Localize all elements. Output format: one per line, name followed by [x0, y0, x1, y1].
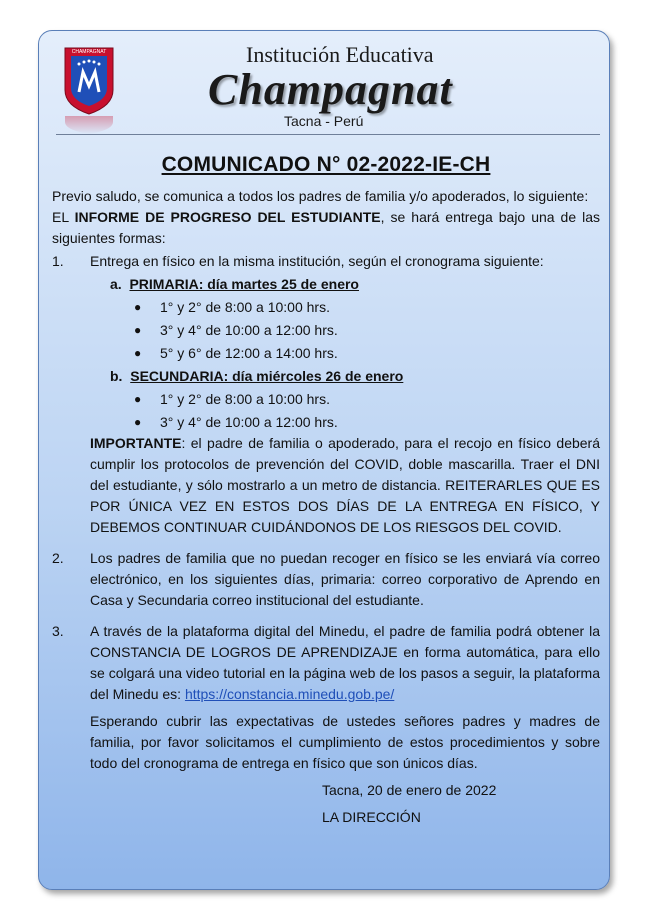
item-text: Entrega en físico en la misma institución, según el cronograma siguiente:: [90, 253, 544, 269]
bullet-icon: ●: [134, 415, 142, 429]
important-text: : el padre de familia o apoderado, para el recojo en físico deberá cumplir los protocolos de prevención del COVID, doble mascarilla. Traer el DNI del estudiante, y sólo mostrarlo a un metro de distancia. REITERARLES QUE ES POR ÚNICA VEZ EN ESTOS DOS DÍAS DE LA ENTREGA EN FÍSICO, Y DEBEMOS CONTINUAR CUIDÁNDONOS DE LOS RIESGOS DEL COVID.: [90, 435, 600, 535]
primaria-heading: [110, 274, 600, 295]
list-item: [134, 297, 600, 318]
list-item: [134, 412, 600, 433]
minedu-link[interactable]: https://constancia.minedu.gob.pe/: [184, 686, 395, 702]
institution-location: Tacna - Perú: [284, 113, 364, 129]
item-text: [90, 621, 600, 705]
header-divider: [56, 134, 600, 135]
section-label: SECUNDARIA: día miércoles 26 de enero: [130, 368, 404, 384]
informe-prefix: EL: [52, 209, 75, 225]
section-label: PRIMARIA: día martes 25 de enero: [129, 276, 359, 292]
document-body: [52, 150, 600, 828]
bullet-icon: ●: [134, 323, 142, 337]
bullet-icon: ●: [134, 392, 142, 406]
intro-paragraph: Previo saludo, se comunica a todos los padres de familia y/o apoderados, lo siguiente:: [52, 188, 589, 204]
bullet-icon: ●: [134, 300, 142, 314]
schedule-time: 3° y 4° de 10:00 a 12:00 hrs.: [160, 414, 338, 430]
list-item: [52, 251, 600, 538]
logo-lettering: CHAMPAGNAT: [71, 49, 107, 55]
schedule-time: 1° y 2° de 8:00 a 10:00 hrs.: [160, 391, 330, 407]
schedule-time: 3° y 4° de 10:00 a 12:00 hrs.: [160, 322, 338, 338]
item-text-body: A través de la plataforma digital del Minedu, el padre de familia podrá obtener la CONSTANCIA DE LOGROS DE APRENDIZAJE en forma automática, para ello se colgará una video tutorial en la página web de los pasos a seguir, la plataforma del Minedu es:: [90, 623, 600, 702]
important-label: IMPORTANTE: [90, 435, 182, 451]
item-number: 2.: [52, 550, 64, 566]
signature: LA DIRECCIÓN: [322, 809, 421, 825]
list-item: [134, 389, 600, 410]
bullet-icon: ●: [134, 346, 142, 360]
list-item: [52, 621, 600, 828]
item-number: 3.: [52, 623, 64, 639]
section-marker: b.: [110, 368, 123, 384]
school-crest-logo: [62, 42, 116, 134]
closing-paragraph: Esperando cubrir las expectativas de ustedes señores padres y madres de familia, por favor solicitamos el cumplimiento de estos procedimientos y sobre todo del cronograma de entrega en físico que son únicos días.: [90, 713, 600, 771]
secundaria-heading: [110, 366, 600, 387]
list-item: [52, 548, 600, 611]
item-number: 1.: [52, 253, 64, 269]
list-item: [134, 320, 600, 341]
institution-type: Institución Educativa: [246, 42, 434, 67]
institution-name: Champagnat: [208, 65, 453, 114]
schedule-time: 1° y 2° de 8:00 a 10:00 hrs.: [160, 299, 330, 315]
section-marker: a.: [110, 276, 122, 292]
list-item: [134, 343, 600, 364]
document-title: COMUNICADO N° 02-2022-IE-CH: [161, 153, 491, 176]
document-date: Tacna, 20 de enero de 2022: [322, 782, 497, 798]
informe-paragraph: [52, 207, 600, 249]
informe-suffix: , se hará entrega bajo una de las siguientes formas:: [52, 209, 600, 246]
important-notice: [90, 433, 600, 538]
informe-bold: INFORME DE PROGRESO DEL ESTUDIANTE: [74, 209, 381, 225]
schedule-time: 5° y 6° de 12:00 a 14:00 hrs.: [160, 345, 338, 361]
item-text: Los padres de familia que no puedan recoger en físico se les enviará vía correo electrónico, en los siguientes días, primaria: correo corporativo de Aprendo en Casa y Secundaria correo institucional del estudiante.: [90, 550, 600, 608]
